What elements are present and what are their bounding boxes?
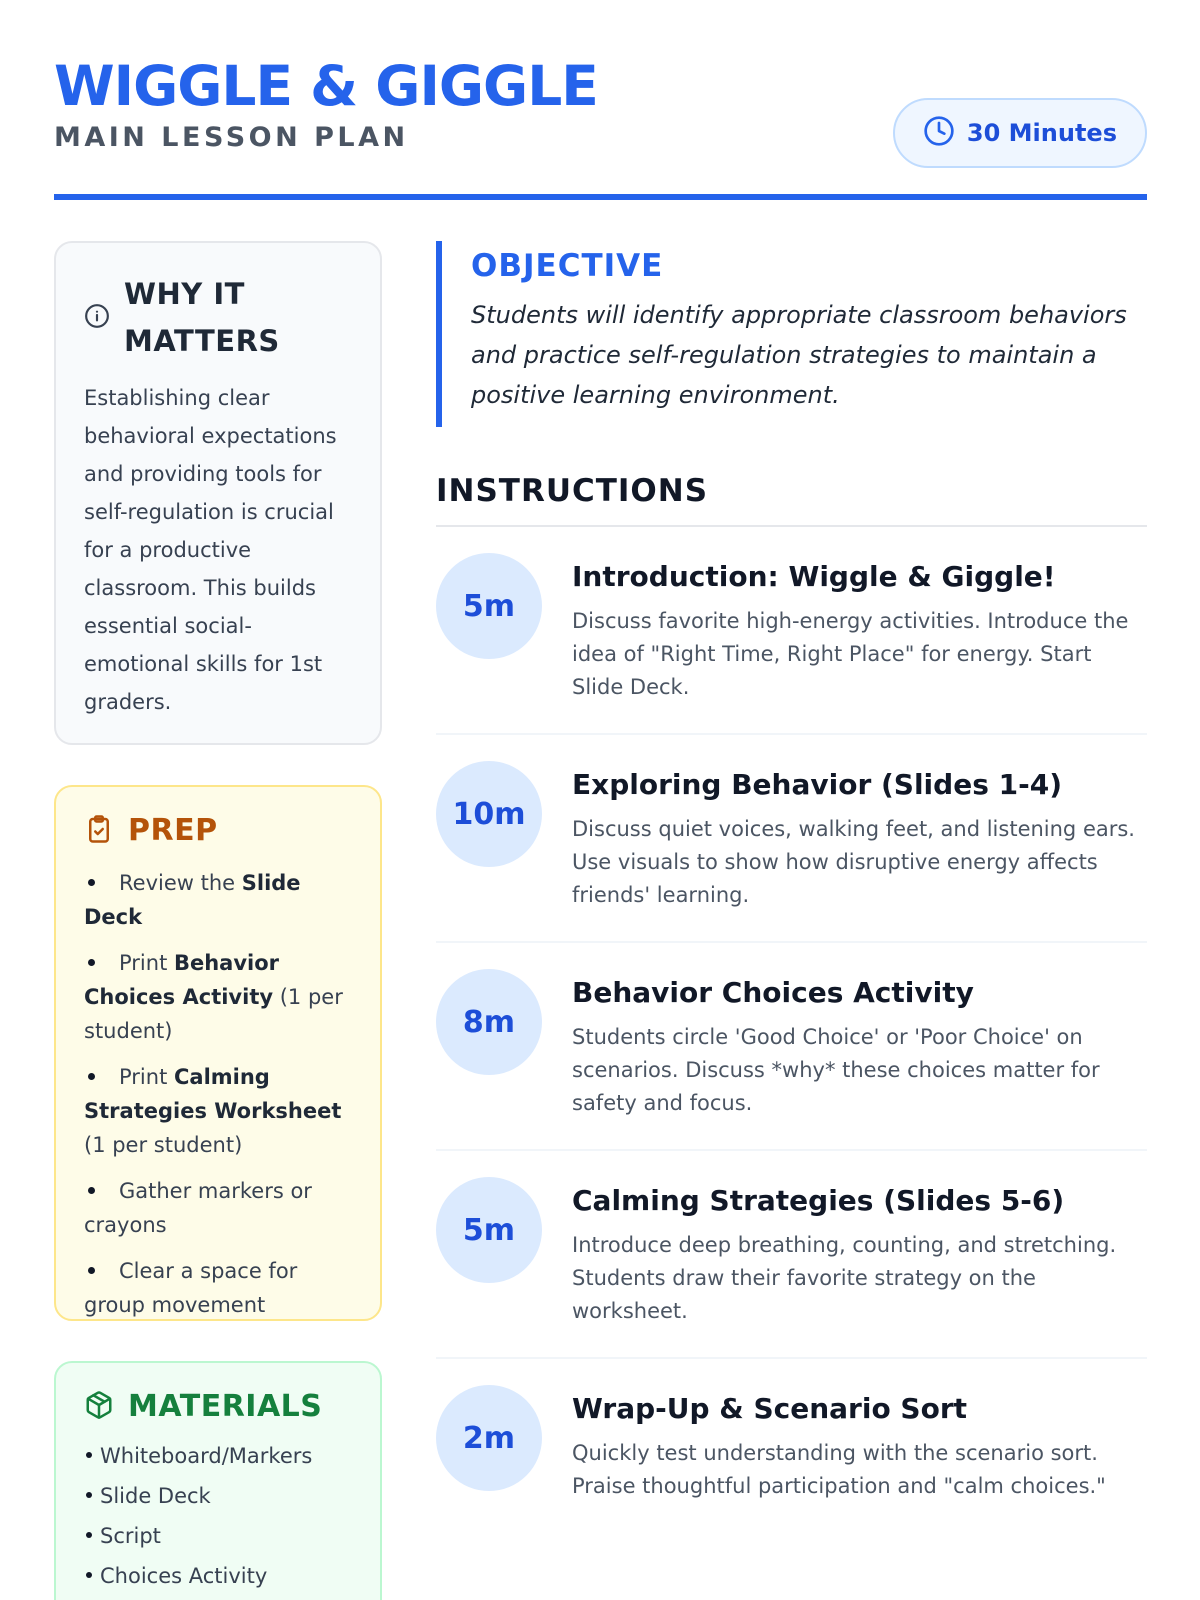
step-title: Exploring Behavior (Slides 1-4) — [572, 768, 1062, 801]
step-time-badge: 10m — [436, 761, 542, 867]
prep-item: Print Calming Strategies Worksheet (1 per student) — [84, 1065, 342, 1157]
page-title: WIGGLE & GIGGLE — [54, 54, 598, 118]
prep-item: Gather markers or crayons — [84, 1179, 312, 1237]
objective-text: Students will identify appropriate classroom behaviors and practice self-regulation strategies to maintain a positive learning environment. — [471, 301, 1127, 409]
objective-title: OBJECTIVE — [471, 248, 664, 284]
page-header — [54, 54, 1147, 202]
objective-block — [436, 241, 1147, 427]
instruction-step — [436, 1359, 1147, 1567]
step-title: Calming Strategies (Slides 5-6) — [572, 1184, 1065, 1217]
step-title: Introduction: Wiggle & Giggle! — [572, 560, 1056, 593]
instruction-step — [436, 943, 1147, 1151]
clipboard-icon — [84, 814, 114, 848]
step-time-badge: 5m — [436, 553, 542, 659]
step-time-badge: 8m — [436, 969, 542, 1075]
step-time-badge: 2m — [436, 1385, 542, 1491]
prep-item: Clear a space for group movement — [84, 1259, 298, 1317]
step-description: Discuss quiet voices, walking feet, and listening ears. Use visuals to show how disruptive energy affects friends' learning. — [572, 817, 1135, 907]
duration-badge — [893, 98, 1147, 168]
materials-list — [84, 1436, 352, 1596]
materials-title: MATERIALS — [128, 1389, 323, 1424]
step-description: Students circle 'Good Choice' or 'Poor Choice' on scenarios. Discuss *why* these choices matter for safety and focus. — [572, 1025, 1100, 1115]
prep-item: Review the Slide Deck — [84, 871, 301, 929]
materials-item: Slide Deck — [84, 1476, 352, 1516]
instruction-step — [436, 1151, 1147, 1359]
prep-list — [84, 866, 352, 1322]
step-description: Quickly test understanding with the scenario sort. Praise thoughtful participation and "calm choices." — [572, 1441, 1106, 1498]
clock-icon — [923, 115, 955, 151]
prep-item: Print Behavior Choices Activity (1 per student) — [84, 951, 343, 1043]
materials-item: Script — [84, 1516, 352, 1556]
header-divider — [54, 194, 1147, 200]
materials-card — [54, 1361, 382, 1600]
page-subtitle: MAIN LESSON PLAN — [54, 122, 409, 153]
why-it-matters-card — [54, 241, 382, 745]
step-description: Introduce deep breathing, counting, and stretching. Students draw their favorite strategy on the worksheet. — [572, 1233, 1117, 1323]
duration-label: 30 Minutes — [966, 119, 1117, 147]
materials-item: Choices Activity — [84, 1556, 352, 1596]
why-it-matters-text: Establishing clear behavioral expectations and providing tools for self-regulation is crucial for a productive classroom. This builds essential social-emotional skills for 1st graders. — [84, 386, 337, 714]
step-title: Behavior Choices Activity — [572, 976, 974, 1009]
instructions-title: INSTRUCTIONS — [436, 469, 1147, 527]
instruction-step — [436, 735, 1147, 943]
step-time-badge: 5m — [436, 1177, 542, 1283]
instruction-step — [436, 527, 1147, 735]
box-icon — [84, 1390, 114, 1424]
step-description: Discuss favorite high-energy activities. Introduce the idea of "Right Time, Right Place" for energy. Start Slide Deck. — [572, 609, 1129, 699]
prep-title: PREP — [128, 813, 218, 848]
why-it-matters-title: WHY IT MATTERS — [124, 277, 280, 358]
sidebar — [54, 241, 382, 1600]
materials-item: Whiteboard/Markers — [84, 1436, 352, 1476]
info-icon — [84, 303, 110, 333]
instructions-list — [436, 527, 1147, 1567]
prep-card — [54, 785, 382, 1321]
step-title: Wrap-Up & Scenario Sort — [572, 1392, 968, 1425]
main-content — [436, 241, 1147, 1567]
